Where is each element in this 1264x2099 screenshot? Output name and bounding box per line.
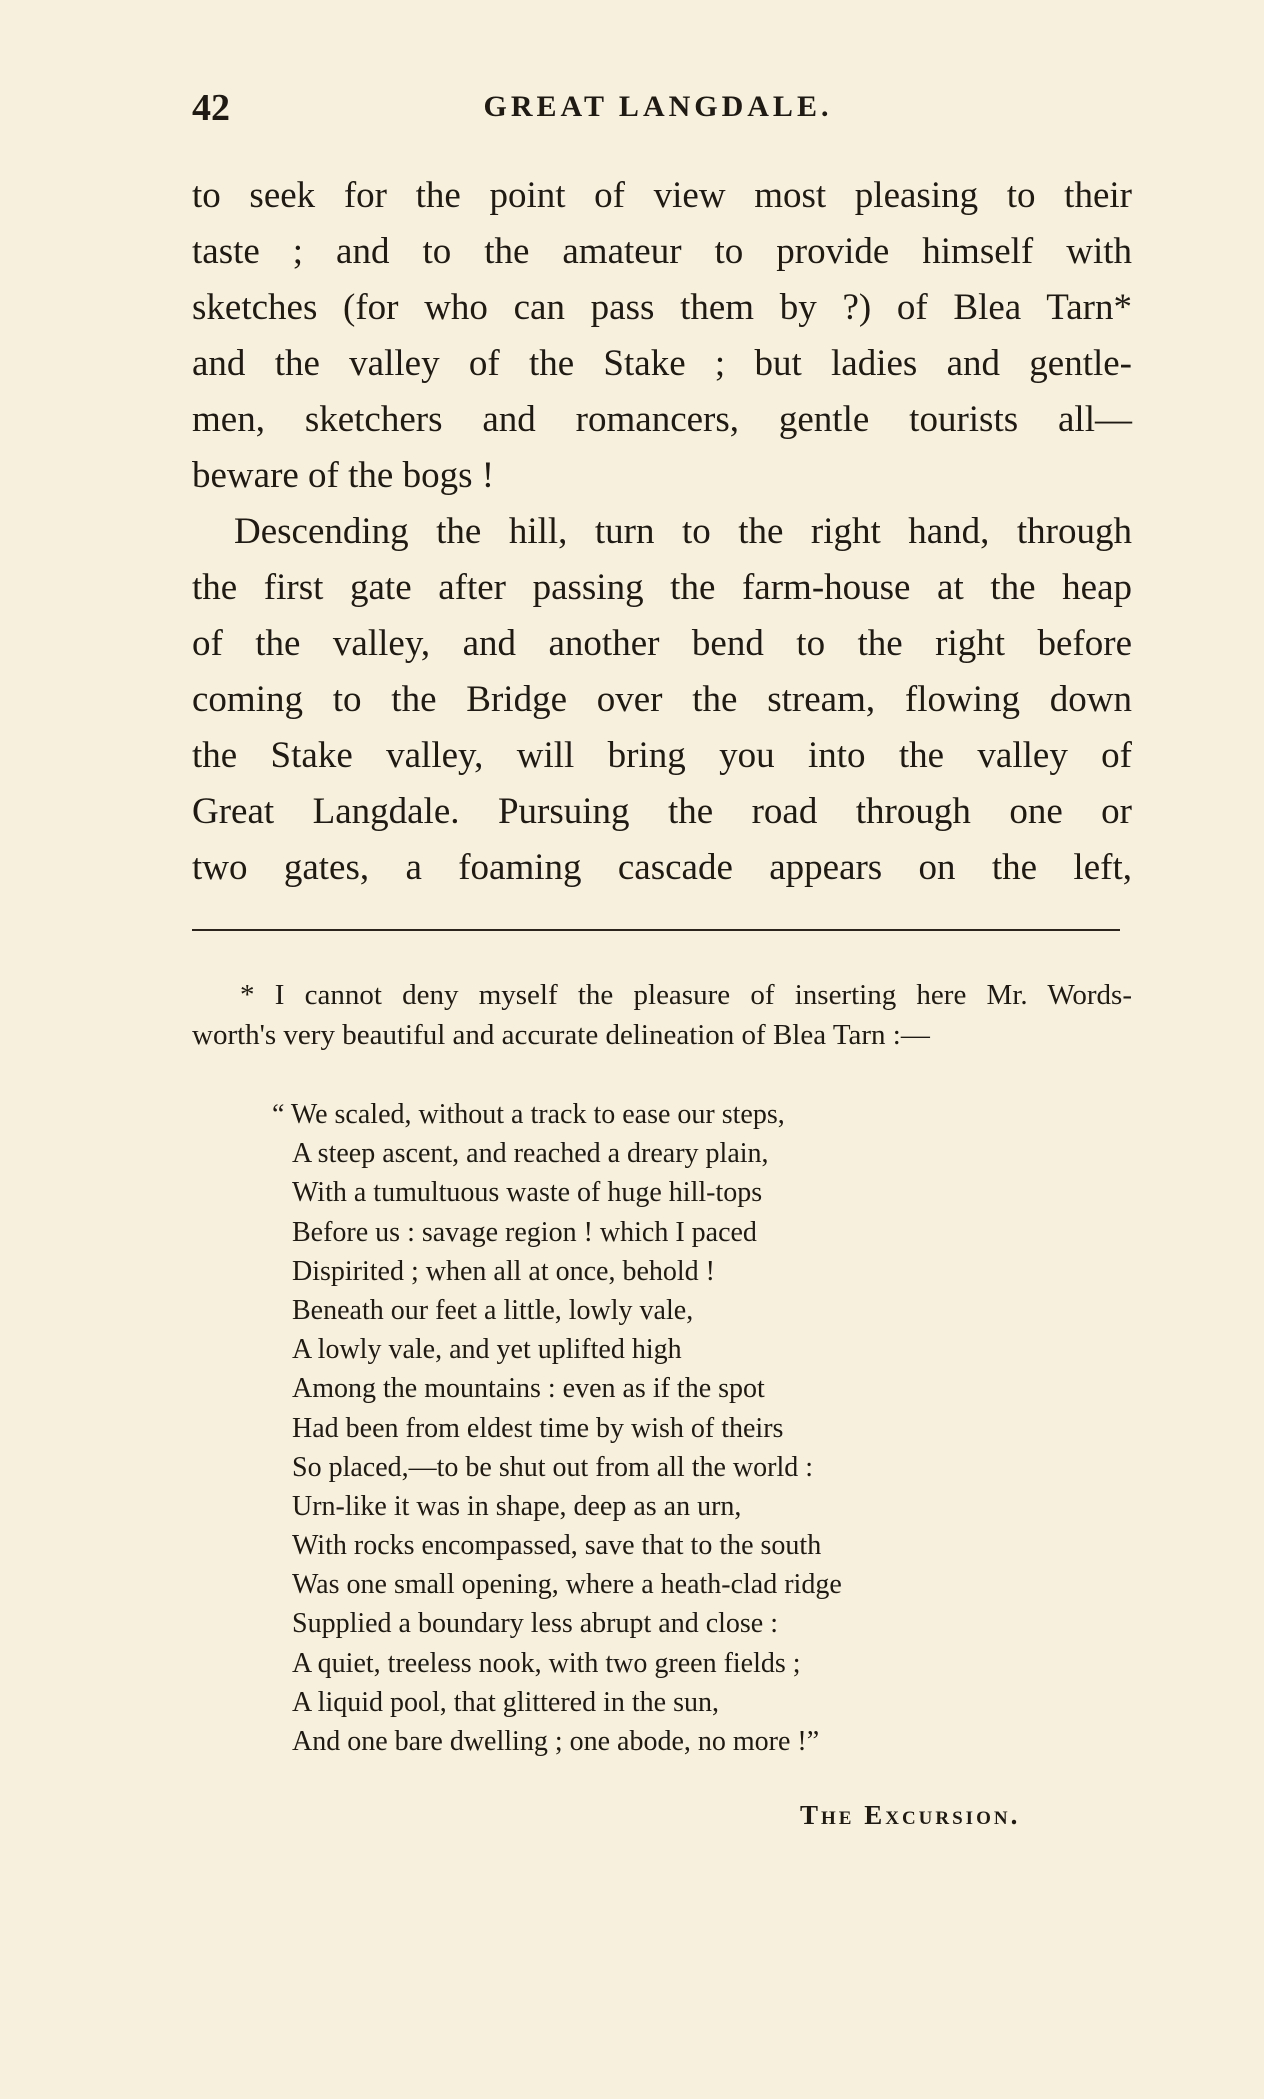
text-line: to seek for the point of view most pleasing to their bbox=[192, 175, 1132, 216]
poem-line: A steep ascent, and reached a dreary plain, bbox=[292, 1138, 769, 1170]
poem-line: Had been from eldest time by wish of theirs bbox=[292, 1412, 784, 1444]
running-title: GREAT LANGDALE. bbox=[483, 90, 833, 123]
text-line: Great Langdale. Pursuing the road through one or bbox=[192, 791, 1132, 832]
page-number: 42 bbox=[192, 87, 230, 129]
poem-line: And one bare dwelling ; one abode, no more !” bbox=[292, 1726, 820, 1757]
text-line: men, sketchers and romancers, gentle tourists all— bbox=[192, 399, 1132, 440]
text-line: sketches (for who can pass them by ?) of Blea Tarn* bbox=[192, 287, 1132, 328]
text-line: the first gate after passing the farm-house at the heap bbox=[192, 567, 1132, 608]
text-line: of the valley, and another bend to the right before bbox=[192, 623, 1132, 664]
footnote-line: * I cannot deny myself the pleasure of inserting here Mr. Words- bbox=[240, 979, 1132, 1011]
text-line: the Stake valley, will bring you into the valley of bbox=[192, 735, 1132, 776]
text-line: beware of the bogs ! bbox=[192, 455, 495, 496]
poem-line: Urn-like it was in shape, deep as an urn, bbox=[292, 1490, 742, 1522]
main-text bbox=[192, 168, 1132, 896]
poem-line: With a tumultuous waste of huge hill-tops bbox=[292, 1177, 763, 1209]
footnote bbox=[192, 975, 1132, 1055]
poem-line: A liquid pool, that glittered in the sun, bbox=[292, 1686, 719, 1718]
text-line: coming to the Bridge over the stream, flowing down bbox=[192, 679, 1132, 720]
poem-line: A lowly vale, and yet uplifted high bbox=[292, 1334, 682, 1366]
footnote-line: worth's very beautiful and accurate delineation of Blea Tarn :— bbox=[192, 1019, 930, 1051]
poem-line: A quiet, treeless nook, with two green fields ; bbox=[292, 1647, 801, 1679]
poem-line: Supplied a boundary less abrupt and close : bbox=[292, 1608, 779, 1640]
poem-quotation bbox=[272, 1095, 1112, 1761]
text-line: taste ; and to the amateur to provide himself with bbox=[192, 231, 1132, 272]
page-header bbox=[192, 86, 1124, 129]
text-line: two gates, a foaming cascade appears on the left, bbox=[192, 847, 1132, 888]
poem-line: Dispirited ; when all at once, behold ! bbox=[292, 1255, 715, 1287]
poem-attribution: The Excursion. bbox=[800, 1800, 1021, 1830]
poem-line: So placed,—to be shut out from all the world : bbox=[292, 1451, 814, 1483]
poem-line: Before us : savage region ! which I paced bbox=[292, 1216, 757, 1248]
poem-line: Was one small opening, where a heath-clad ridge bbox=[292, 1569, 842, 1601]
footnote-divider bbox=[192, 929, 1120, 931]
poem-line: With rocks encompassed, save that to the south bbox=[292, 1530, 822, 1562]
poem-line: Among the mountains : even as if the spot bbox=[292, 1373, 765, 1405]
poem-line: Beneath our feet a little, lowly vale, bbox=[292, 1294, 694, 1326]
poem-line: “ We scaled, without a track to ease our steps, bbox=[272, 1099, 785, 1130]
paragraph-start-line: Descending the hill, turn to the right hand, through bbox=[234, 511, 1132, 552]
text-line: and the valley of the Stake ; but ladies and gentle- bbox=[192, 343, 1132, 384]
